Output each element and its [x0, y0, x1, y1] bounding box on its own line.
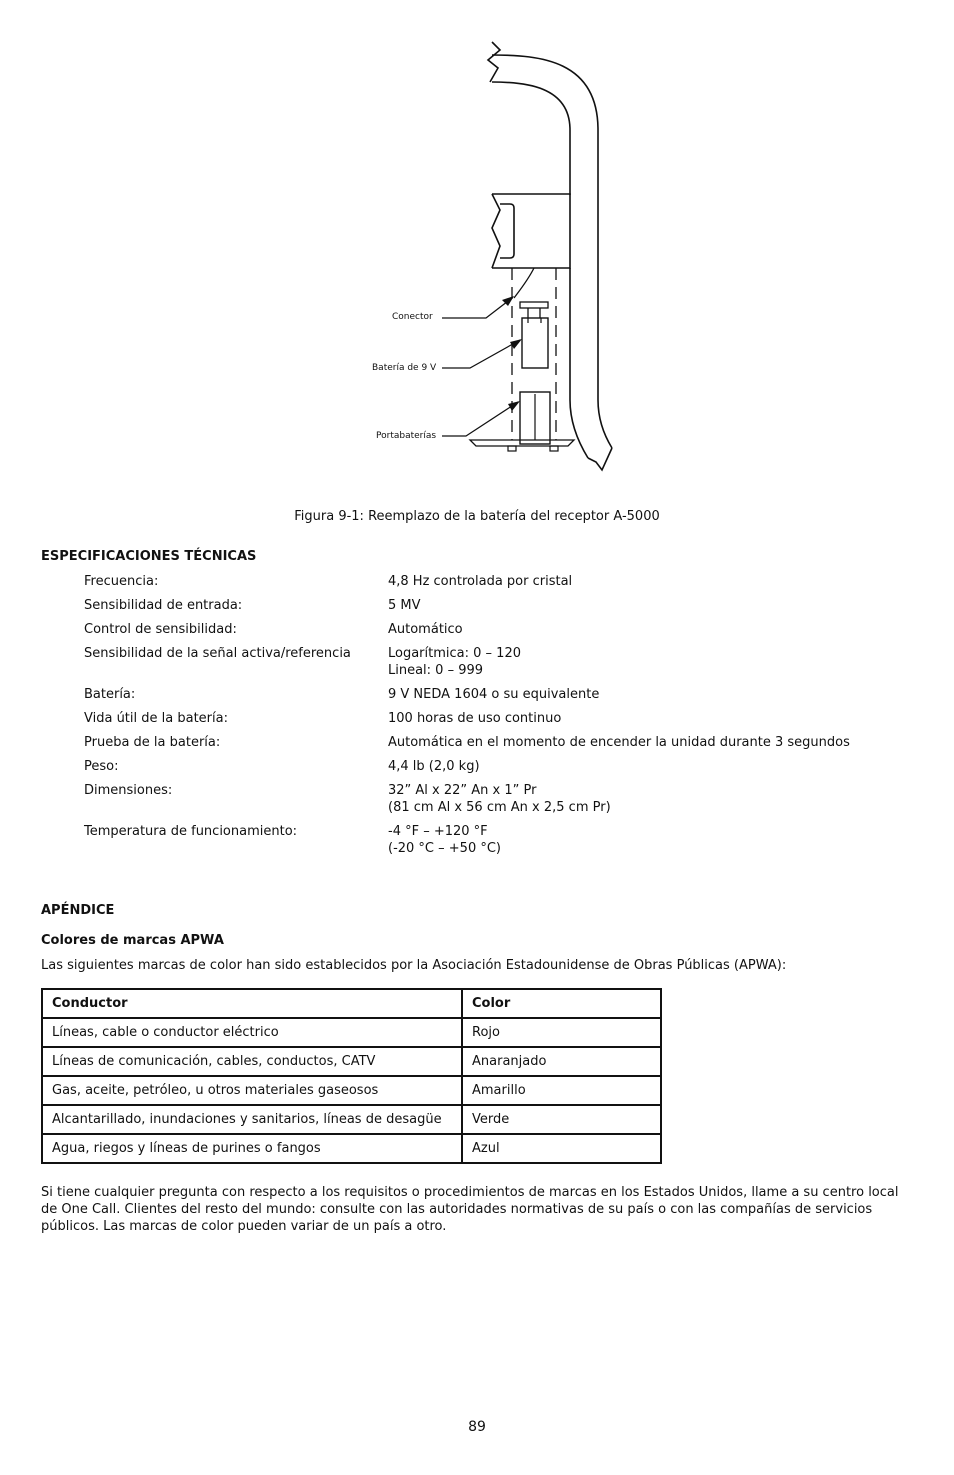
figure-caption: Figura 9-1: Reemplazo de la batería del receptor A-5000 [294, 509, 660, 524]
column-header-color: Color [462, 989, 661, 1018]
conductor-cell: Alcantarillado, inundaciones y sanitarios, líneas de desagüe [42, 1105, 462, 1134]
table-row [42, 1134, 661, 1163]
table-row [42, 1105, 661, 1134]
spec-label: Control de sensibilidad: [84, 622, 237, 637]
color-cell: Rojo [462, 1018, 661, 1047]
color-cell: Anaranjado [462, 1047, 661, 1076]
spec-value: 4,4 lb (2,0 kg) [388, 759, 480, 774]
conductor-cell: Líneas de comunicación, cables, conductos, CATV [42, 1047, 462, 1076]
spec-value-line2: Lineal: 0 – 999 [388, 663, 484, 678]
table-row [42, 1018, 661, 1047]
spec-value: -4 °F – +120 °F [388, 824, 488, 839]
spec-label: Temperatura de funcionamiento: [84, 824, 298, 839]
spec-label: Sensibilidad de la señal activa/referencia [84, 646, 351, 661]
conductor-cell: Líneas, cable o conductor eléctrico [42, 1018, 462, 1047]
appendix-heading: APÉNDICE [41, 903, 115, 918]
table-header-row [42, 989, 661, 1018]
spec-label: Frecuencia: [84, 574, 159, 589]
color-cell: Amarillo [462, 1076, 661, 1105]
spec-value: 4,8 Hz controlada por cristal [388, 574, 573, 589]
spec-value: Automático [388, 622, 463, 637]
spec-label: Peso: [84, 759, 119, 774]
color-cell: Azul [462, 1134, 661, 1163]
spec-label: Dimensiones: [84, 783, 173, 798]
spec-value: 100 horas de uso continuo [388, 711, 562, 726]
receiver-diagram [0, 0, 954, 500]
spec-value-line2: (-20 °C – +50 °C) [388, 841, 501, 856]
connector-label: Conector [392, 312, 433, 322]
apwa-note: Si tiene cualquier pregunta con respecto a los requisitos o procedimientos de marcas en los Estados Unidos, llame a su centro local de One Call. Clientes del resto del mundo: consulte con las autoridades normativas de su país o con las compañías de servicios públicos. Las marcas de color pueden variar de un país a otro. [41, 1185, 899, 1234]
column-header-conductor: Conductor [42, 989, 462, 1018]
specs-heading: ESPECIFICACIONES TÉCNICAS [41, 549, 257, 564]
spec-label: Vida útil de la batería: [84, 711, 228, 726]
table-row [42, 1047, 661, 1076]
conductor-cell: Agua, riegos y líneas de purines o fangos [42, 1134, 462, 1163]
spec-label: Sensibilidad de entrada: [84, 598, 243, 613]
battery-holder-label: Portabaterías [376, 431, 437, 441]
apwa-subheading: Colores de marcas APWA [41, 933, 224, 948]
spec-value: 32” Al x 22” An x 1” Pr [388, 783, 537, 798]
spec-label: Prueba de la batería: [84, 735, 221, 750]
spec-label: Batería: [84, 687, 136, 702]
spec-value-line2: (81 cm Al x 56 cm An x 2,5 cm Pr) [388, 800, 611, 815]
battery-label: Batería de 9 V [372, 363, 437, 373]
apwa-intro: Las siguientes marcas de color han sido establecidos por la Asociación Estadounidense de Obras Públicas (APWA): [41, 958, 787, 973]
color-cell: Verde [462, 1105, 661, 1134]
page-number: 89 [468, 1419, 486, 1435]
spec-value: Logarítmica: 0 – 120 [388, 646, 521, 661]
spec-value: 5 MV [388, 598, 421, 613]
spec-value: Automática en el momento de encender la unidad durante 3 segundos [388, 735, 850, 750]
battery-replacement-figure [0, 0, 954, 500]
table-row [42, 1076, 661, 1105]
spec-value: 9 V NEDA 1604 o su equivalente [388, 687, 600, 702]
apwa-color-table [41, 988, 662, 1164]
conductor-cell: Gas, aceite, petróleo, u otros materiales gaseosos [42, 1076, 462, 1105]
